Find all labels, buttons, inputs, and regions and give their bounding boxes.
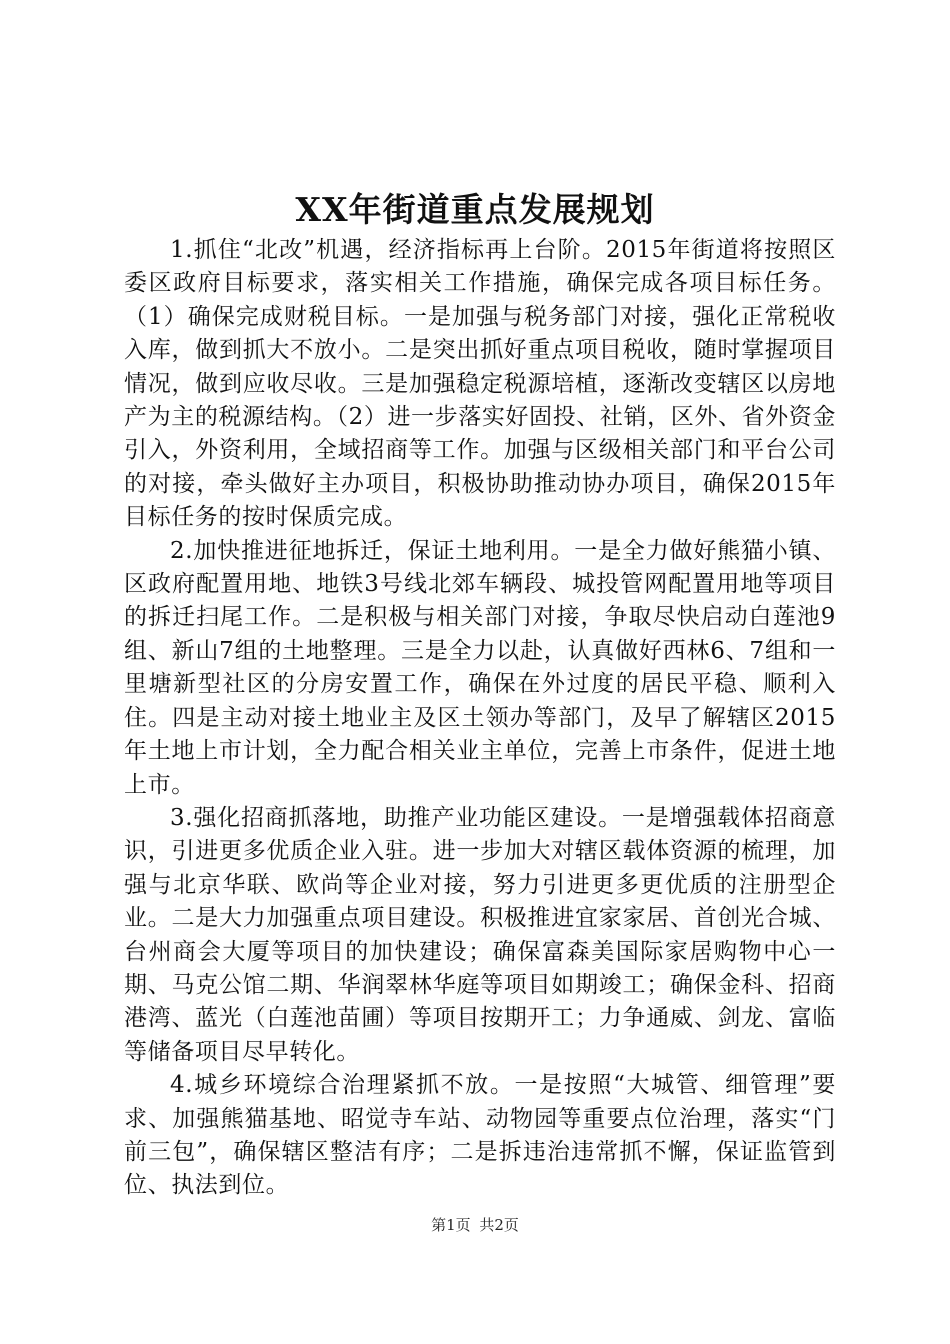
document-body (124, 234, 836, 1203)
paragraph-2: 2.加快推进征地拆迁，保证土地利用。一是全力做好熊猫小镇、区政府配置用地、地铁3号线北郊车辆段、城投管网配置用地等项目的拆迁扫尾工作。二是积极与相关部门对接，争取尽快启动白莲池9组、新山7组的土地整理。三是全力以赴，认真做好西林6、7组和一里塘新型社区的分房安置工作，确保在外过度的居民平稳、顺利入住。四是主动对接土地业主及区土领办等部门，及早了解辖区2015年土地上市计划，全力配合相关业主单位，完善上市条件，促进土地上市。 (124, 537, 836, 798)
document-title: XX年街道重点发展规划 (295, 190, 655, 229)
paragraph-3: 3.强化招商抓落地，助推产业功能区建设。一是增强载体招商意识，引进更多优质企业入驻。进一步加大对辖区载体资源的梳理，加强与北京华联、欧尚等企业对接，努力引进更多更优质的注册型企业。二是大力加强重点项目建设。积极推进宜家家居、首创光合城、台州商会大厦等项目的加快建设；确保富森美国际家居购物中心一期、马克公馆二期、华润翠林华庭等项目如期竣工；确保金科、招商港湾、蓝光（白莲池苗圃）等项目按期开工；力争通威、剑龙、富临等储备项目尽早转化。 (124, 804, 836, 1065)
page-footer (0, 1210, 950, 1240)
paragraph-4: 4.城乡环境综合治理紧抓不放。一是按照“大城管、细管理”要求、加强熊猫基地、昭觉寺车站、动物园等重要点位治理，落实“门前三包”，确保辖区整洁有序；二是拆违治违常抓不懈，保证监管到位、执法到位。 (124, 1072, 836, 1199)
page-number-current: 第1页 (431, 1216, 471, 1234)
paragraph-1: 1.抓住“北改”机遇，经济指标再上台阶。2015年街道将按照区委区政府目标要求，落实相关工作措施，确保完成各项目标任务。（1）确保完成财税目标。一是加强与税务部门对接，强化正常税收入库，做到抓大不放小。二是突出抓好重点项目税收，随时掌握项目情况，做到应收尽收。三是加强稳定税源培植，逐渐改变辖区以房地产为主的税源结构。（2）进一步落实好固投、社销，区外、省外资金引入，外资利用，全域招商等工作。加强与区级相关部门和平台公司的对接，牵头做好主办项目，积极协助推动协办项目，确保2015年目标任务的按时保质完成。 (124, 237, 836, 531)
page-number-total: 共2页 (479, 1216, 519, 1234)
